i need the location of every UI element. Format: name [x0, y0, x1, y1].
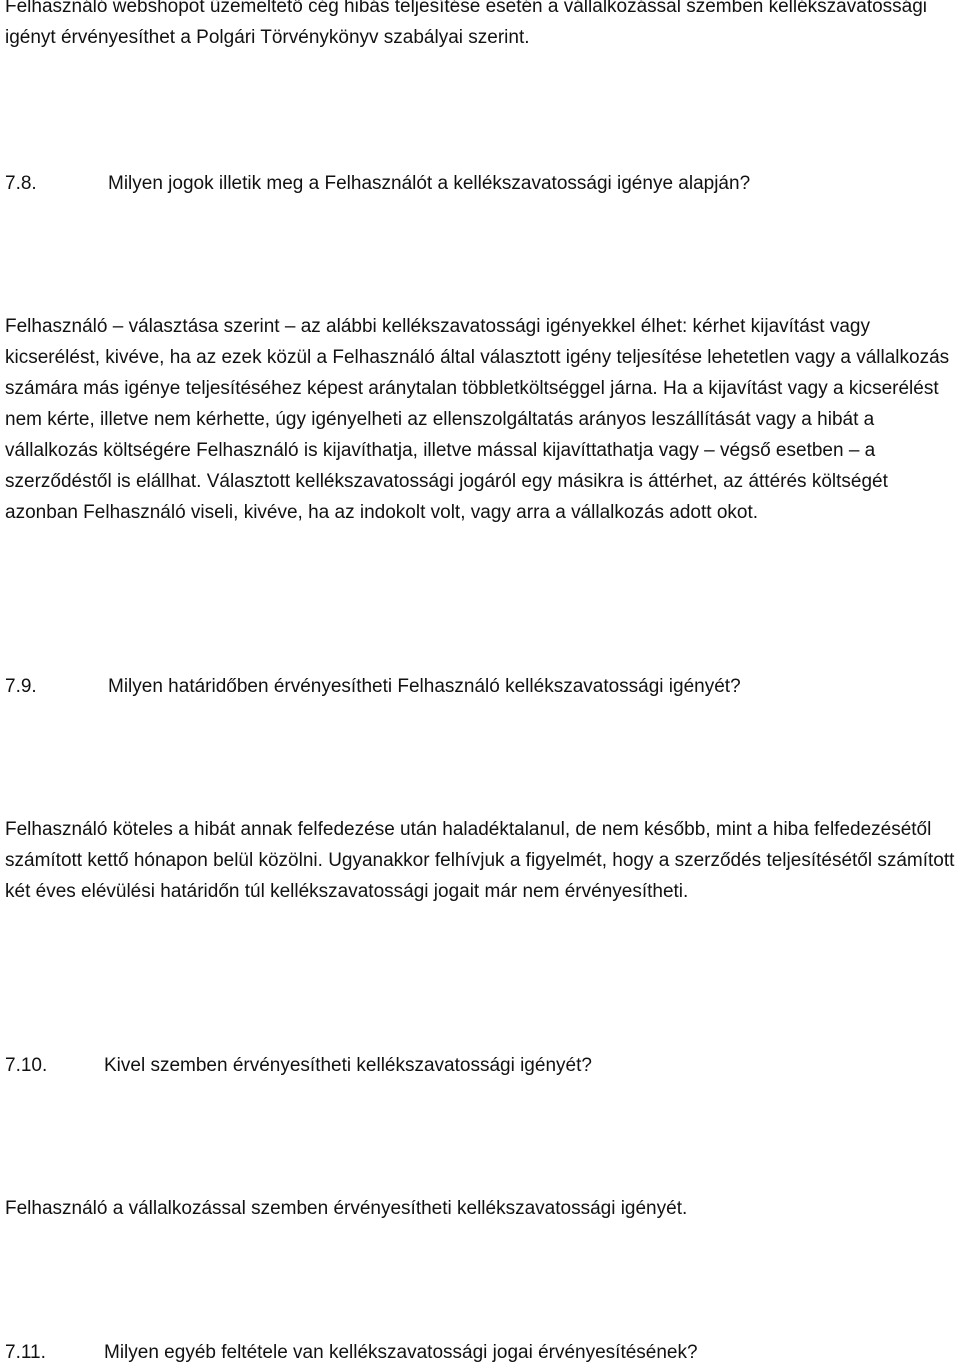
section-heading-7-10	[5, 1050, 592, 1081]
section-title: Milyen jogok illetik meg a Felhasználót a kellékszavatossági igénye alapján?	[108, 173, 751, 194]
section-number: 7.9.	[5, 676, 37, 697]
section-number: 7.8.	[5, 173, 37, 194]
intro-paragraph: Felhasználó webshopot üzemeltető cég hibás teljesítése esetén a vállalkozással szemben kellékszavatossági igényt érvényesíthet a Polgári Törvénykönyv szabályai szerint.	[5, 0, 928, 48]
section-heading-7-11	[5, 1337, 698, 1368]
section-7-8-body: Felhasználó – választása szerint – az alábbi kellékszavatossági igényekkel élhet: kérhet kijavítást vagy kicserélést, kivéve, ha az ezek közül a Felhasználó által választott igény teljesítése lehetetlen vagy a vállalkozás számára más igénye teljesítéséhez képest aránytalan többletköltséggel járna. Ha a kijavítást vagy a kicserélést nem kérte, illetve nem kérhette, úgy igényelheti az ellenszolgáltatás arányos leszállítását vagy a hibát a vállalkozás költségére Felhasználó is kijavíthatja, illetve mással kijavíttathatja vagy – végső esetben – a szerződéstől is elállhat. Választott kellékszavatossági jogáról egy másikra is áttérhet, az áttérés költségét azonban Felhasználó viseli, kivéve, ha az indokolt volt, vagy arra a vállalkozás adott okot.	[5, 316, 950, 523]
section-number: 7.10.	[5, 1055, 48, 1076]
section-title: Milyen egyéb feltétele van kellékszavatossági jogai érvényesítésének?	[104, 1342, 698, 1363]
section-7-10-body: Felhasználó a vállalkozással szemben érvényesítheti kellékszavatossági igényét.	[5, 1198, 688, 1219]
section-7-9-body: Felhasználó köteles a hibát annak felfedezése után haladéktalanul, de nem később, mint a hiba felfedezésétől számított kettő hónapon belül közölni. Ugyanakkor felhívjuk a figyelmét, hogy a szerződés teljesítésétől számított két éves elévülési határidőn túl kellékszavatossági jogait már nem érvényesítheti.	[5, 819, 955, 902]
section-title: Milyen határidőben érvényesítheti Felhasználó kellékszavatossági igényét?	[108, 676, 741, 697]
section-heading-7-8	[5, 168, 751, 199]
section-number: 7.11.	[5, 1342, 46, 1363]
section-title: Kivel szemben érvényesítheti kellékszavatossági igényét?	[104, 1055, 592, 1076]
section-heading-7-9	[5, 671, 741, 702]
